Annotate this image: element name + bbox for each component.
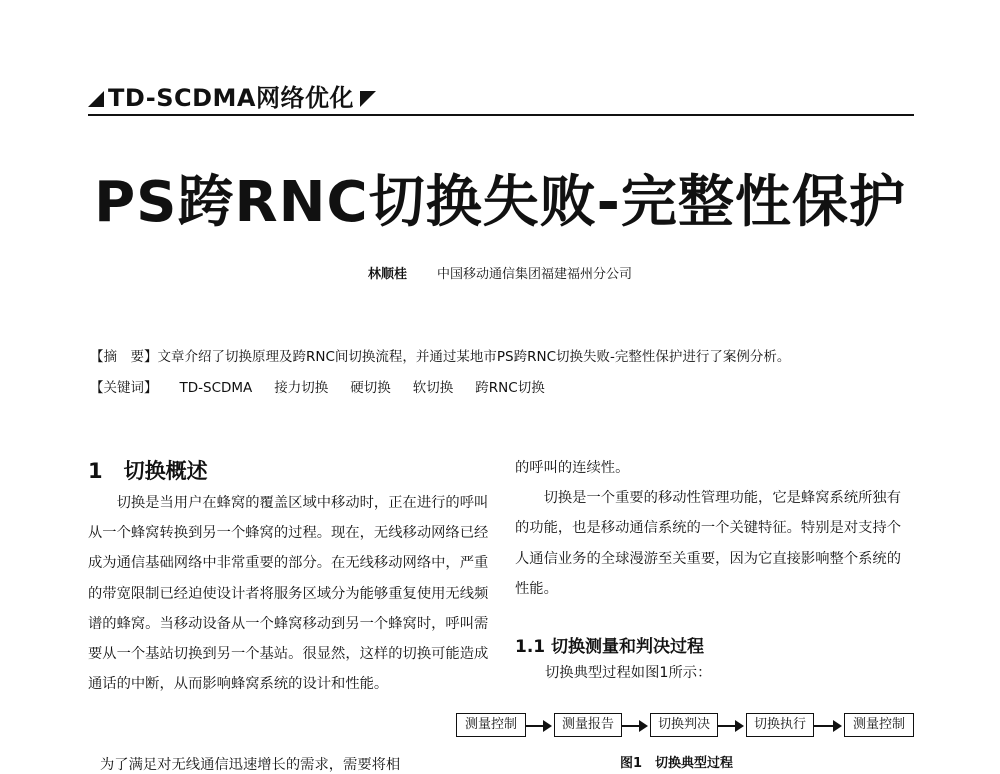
continuation-text: 的呼叫的连续性。 xyxy=(515,460,630,476)
triangle-right-icon xyxy=(360,91,376,107)
flow-arrow-icon xyxy=(622,725,646,727)
article-title: PS跨RNC切换失败-完整性保护 xyxy=(94,170,906,235)
flow-step-handover-decision: 切换判决 xyxy=(650,713,718,737)
triangle-left-icon xyxy=(88,91,104,107)
keyword-item: 跨RNC切换 xyxy=(475,380,545,396)
right-column xyxy=(515,453,915,604)
keywords xyxy=(90,376,545,396)
left-column xyxy=(88,488,490,699)
flow-step-measurement-control: 测量控制 xyxy=(456,713,526,737)
flow-step-measurement-report: 测量报告 xyxy=(554,713,622,737)
figure-caption: 图1 切换典型过程 xyxy=(620,756,734,771)
author-name: 林顺桂 xyxy=(367,267,407,282)
section-1-paragraph-1: 切换是当用户在蜂窝的覆盖区域中移动时，正在进行的呼叫从一个蜂窝转换到另一个蜂窝的过程。现在，无线移动网络已经成为通信基础网络中非常重要的部分。在无线移动网络中，严重的带宽限制已经迫使设计者将服务区域分为能够重复使用无线频谱的蜂窝。当移动设备从一个蜂窝移动到另一个蜂窝时，呼叫需要从一个基站切换到另一个基站。很显然，这样的切换可能造成通话的中断，从而影响蜂窝系统的设计和性能。 xyxy=(88,495,489,693)
abstract-label: 【摘 要】 xyxy=(90,349,158,365)
abstract-text: 文章介绍了切换原理及跨RNC间切换流程，并通过某地市PS跨RNC切换失败-完整性保护进行了案例分析。 xyxy=(157,349,791,365)
figure-intro: 切换典型过程如图1所示： xyxy=(545,665,712,681)
handover-flow-diagram xyxy=(456,713,916,739)
section-tag-label: TD-SCDMA网络优化 xyxy=(108,84,354,112)
section-1-heading: 1 切换概述 xyxy=(88,459,208,483)
flow-arrow-icon xyxy=(526,725,550,727)
keyword-item: 接力切换 xyxy=(274,380,329,396)
author-affiliation: 中国移动通信集团福建福州分公司 xyxy=(437,267,633,282)
author-line xyxy=(0,263,1000,282)
section-1-paragraph-2: 切换是一个重要的移动性管理功能，它是蜂窝系统所独有的功能，也是移动通信系统的一个关键特征。特别是对支持个人通信业务的全球漫游至关重要，因为它直接影响整个系统的性能。 xyxy=(515,490,902,597)
keyword-item: 软切换 xyxy=(412,380,454,396)
flow-step-measurement-control-2: 测量控制 xyxy=(844,713,914,737)
header-rule xyxy=(88,114,914,116)
flow-arrow-icon xyxy=(718,725,742,727)
section-tag xyxy=(88,78,376,113)
keyword-item: TD-SCDMA xyxy=(179,380,253,396)
flow-step-handover-execution: 切换执行 xyxy=(746,713,814,737)
cut-off-paragraph: 为了满足对无线通信迅速增长的需求，需要将相 xyxy=(100,757,401,773)
section-1-1-heading: 1.1 切换测量和判决过程 xyxy=(515,637,705,657)
abstract xyxy=(90,345,790,365)
keywords-label: 【关键词】 xyxy=(90,380,158,396)
keyword-item: 硬切换 xyxy=(350,380,391,396)
flow-arrow-icon xyxy=(814,725,840,727)
